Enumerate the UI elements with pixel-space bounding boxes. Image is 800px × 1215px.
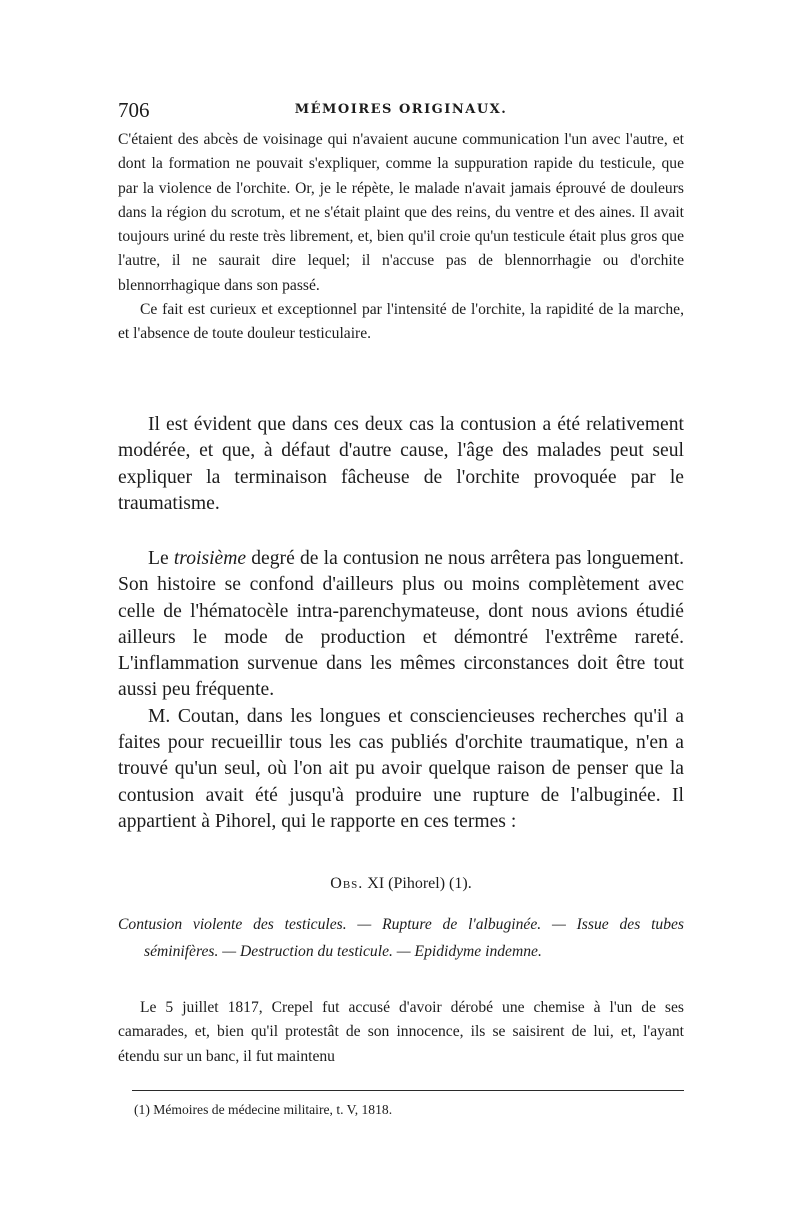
footnote-divider [132,1090,684,1091]
paragraph: Ce fait est curieux et exceptionnel par l'intensité de l'orchite, la rapidité de la marche, et l'absence de toute douleur testiculaire. [118,301,684,343]
third-degree-section [118,546,684,835]
page-number: 706 [118,98,150,122]
running-title: MÉMOIRES ORIGINAUX. [294,102,508,117]
discussion-block [118,412,684,517]
paragraph [118,546,684,704]
observation-summary [118,912,684,965]
case-text-block [118,128,684,347]
page-header [118,98,684,128]
paragraph: M. Coutan, dans les longues et consciencieuses recherches qu'il a faites pour recueillir tous les cas publiés d'orchite traumatique, n'en a trouvé qu'un seul, où l'on ait pu avoir quelque raison de penser que la contusion avait été jusqu'à produire une rupture de l'albuginée. Il appartient à Pihorel, qui le rapporte en ces termes : [118,705,684,832]
summary-text: Contusion violente des testicules. — Rupture de l'albuginée. — Issue des tubes séminifères. — Destruction du testicule. — Epididyme indemne. [118,916,684,960]
paragraph: Le 5 juillet 1817, Crepel fut accusé d'avoir dérobé une chemise à l'un de ses camarades, et, bien qu'il protestât de son innocence, ils se saisirent de lui, et, l'ayant étendu sur un banc, il fut maintenu [118,999,684,1065]
observation-title: XI (Pihorel) (1). [367,875,472,892]
paragraph: Il est évident que dans ces deux cas la contusion a été relativement modérée, et que, à défaut d'autre cause, l'âge des malades peut seul expliquer la terminaison fâcheuse de l'orchite provoquée par le traumatisme. [118,414,684,514]
paragraph-text: Le [148,548,174,569]
footnote: (1) Mémoires de médecine militaire, t. V, 1818. [134,1102,393,1117]
observation-label: Obs. [330,875,364,892]
paragraph-text: degré de la contusion ne nous arrêtera pas longuement. Son histoire se confond d'ailleurs plus ou moins complètement avec celle de l'hématocèle intra-parenchymateuse, dont nous avions étudié ailleurs le mode de production et démontré l'extrême rareté. L'inflammation survenue dans les mêmes circonstances doit être tout aussi peu fréquente. [118,548,684,701]
observation-text-block [118,996,684,1069]
emphasis-text: troisième [173,548,247,569]
paragraph: C'étaient des abcès de voisinage qui n'avaient aucune communication l'un avec l'autre, et dont la formation ne pouvait s'expliquer, comme la suppuration rapide du testicule, que par la violence de l'orchite. Or, je le répète, le malade n'avait jamais éprouvé de douleurs dans la région du scrotum, et ne s'était plaint que des reins, du ventre et des aines. Il avait toujours uriné du reste très librement, et, bien qu'il croie qu'un testicule était plus gros que l'autre, il ne saurait dire lequel; il n'accuse pas de blennorrhagie ou d'orchite blennorrhagique dans son passé. [118,131,684,294]
observation-heading [118,875,684,893]
